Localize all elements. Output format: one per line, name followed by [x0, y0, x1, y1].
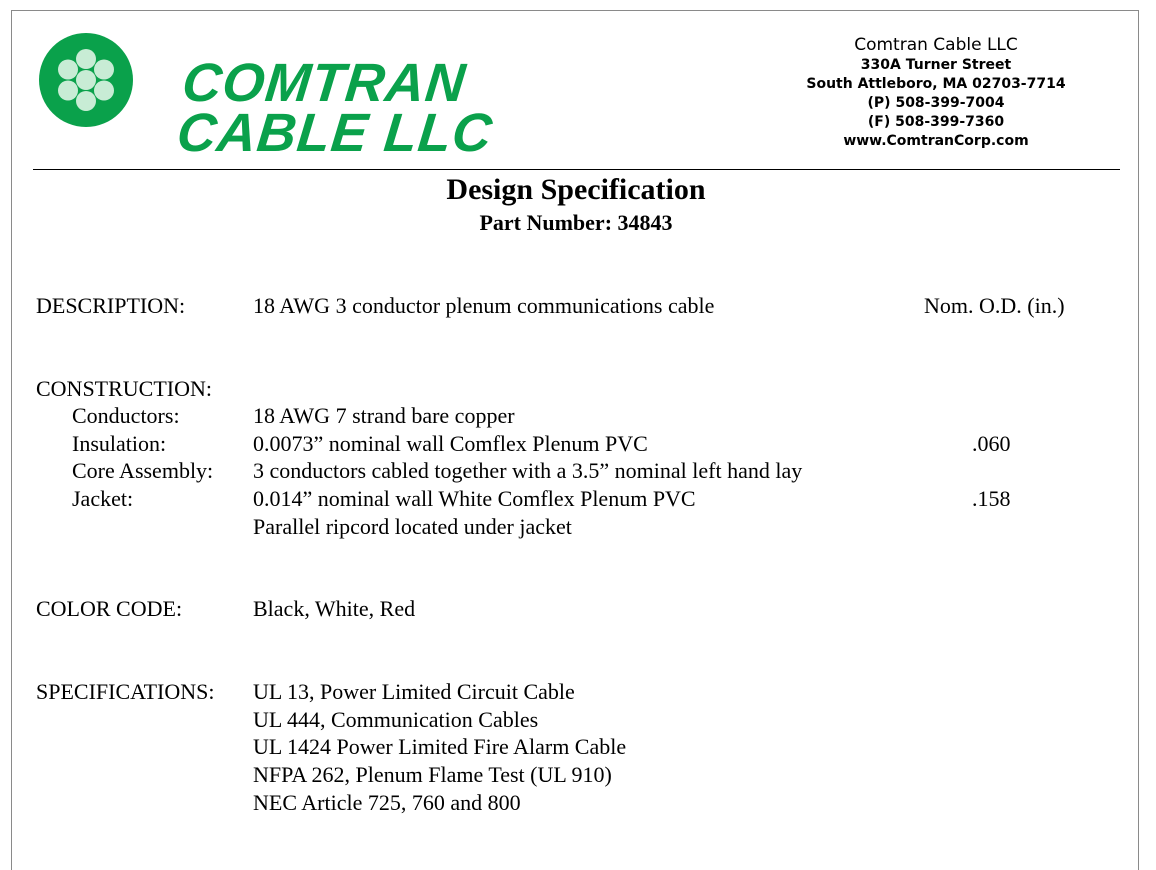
construction-row-label: Insulation: [72, 431, 167, 456]
construction-label: CONSTRUCTION: [36, 376, 213, 401]
od-header: Nom. O.D. (in.) [924, 293, 1065, 318]
company-phone: (P) 508-399-7004 [867, 95, 1005, 111]
spec-item: UL 444, Communication Cables [253, 707, 539, 732]
color-code-value: Black, White, Red [253, 596, 416, 621]
description-label: DESCRIPTION: [36, 293, 186, 318]
construction-row-label: Jacket: [72, 486, 134, 511]
construction-row-od: .060 [972, 431, 1011, 456]
construction-row-value: 18 AWG 7 strand bare copper [253, 403, 515, 428]
company-name: Comtran Cable LLC [854, 35, 1018, 55]
company-logo [38, 31, 498, 163]
logo-wordmark [174, 53, 500, 163]
construction-row-od: .158 [972, 486, 1011, 511]
color-code-label: COLOR CODE: [36, 596, 183, 621]
construction-row-label: Core Assembly: [72, 458, 214, 483]
header-divider [33, 169, 1120, 170]
company-address: 330A Turner Street [860, 57, 1012, 73]
spec-item: UL 1424 Power Limited Fire Alarm Cable [253, 734, 627, 759]
cable-strand-icon [38, 31, 138, 131]
logo-line-2: CABLE LLC [174, 103, 496, 163]
description-value: 18 AWG 3 conductor plenum communications cable [253, 293, 715, 318]
construction-row-value: 0.014” nominal wall White Comflex Plenum PVC [253, 486, 696, 511]
company-website: www.ComtranCorp.com [843, 133, 1029, 149]
company-fax: (F) 508-399-7360 [867, 114, 1005, 130]
spec-item: NEC Article 725, 760 and 800 [253, 790, 521, 815]
construction-row-label: Conductors: [72, 403, 180, 428]
construction-row-value: 0.0073” nominal wall Comflex Plenum PVC [253, 431, 648, 456]
specifications-label: SPECIFICATIONS: [36, 679, 215, 704]
company-city: South Attleboro, MA 02703-7714 [806, 76, 1066, 92]
company-contact [776, 34, 1096, 151]
part-number: Part Number: 34843 [479, 210, 673, 235]
construction-row-value: 3 conductors cabled together with a 3.5” nominal left hand lay [253, 458, 803, 483]
spec-item: UL 13, Power Limited Circuit Cable [253, 679, 575, 704]
logo-line-1: COMTRAN [179, 53, 469, 113]
spec-item: NFPA 262, Plenum Flame Test (UL 910) [253, 762, 612, 787]
doc-title: Design Specification [446, 173, 706, 206]
construction-row-value: Parallel ripcord located under jacket [253, 514, 572, 539]
